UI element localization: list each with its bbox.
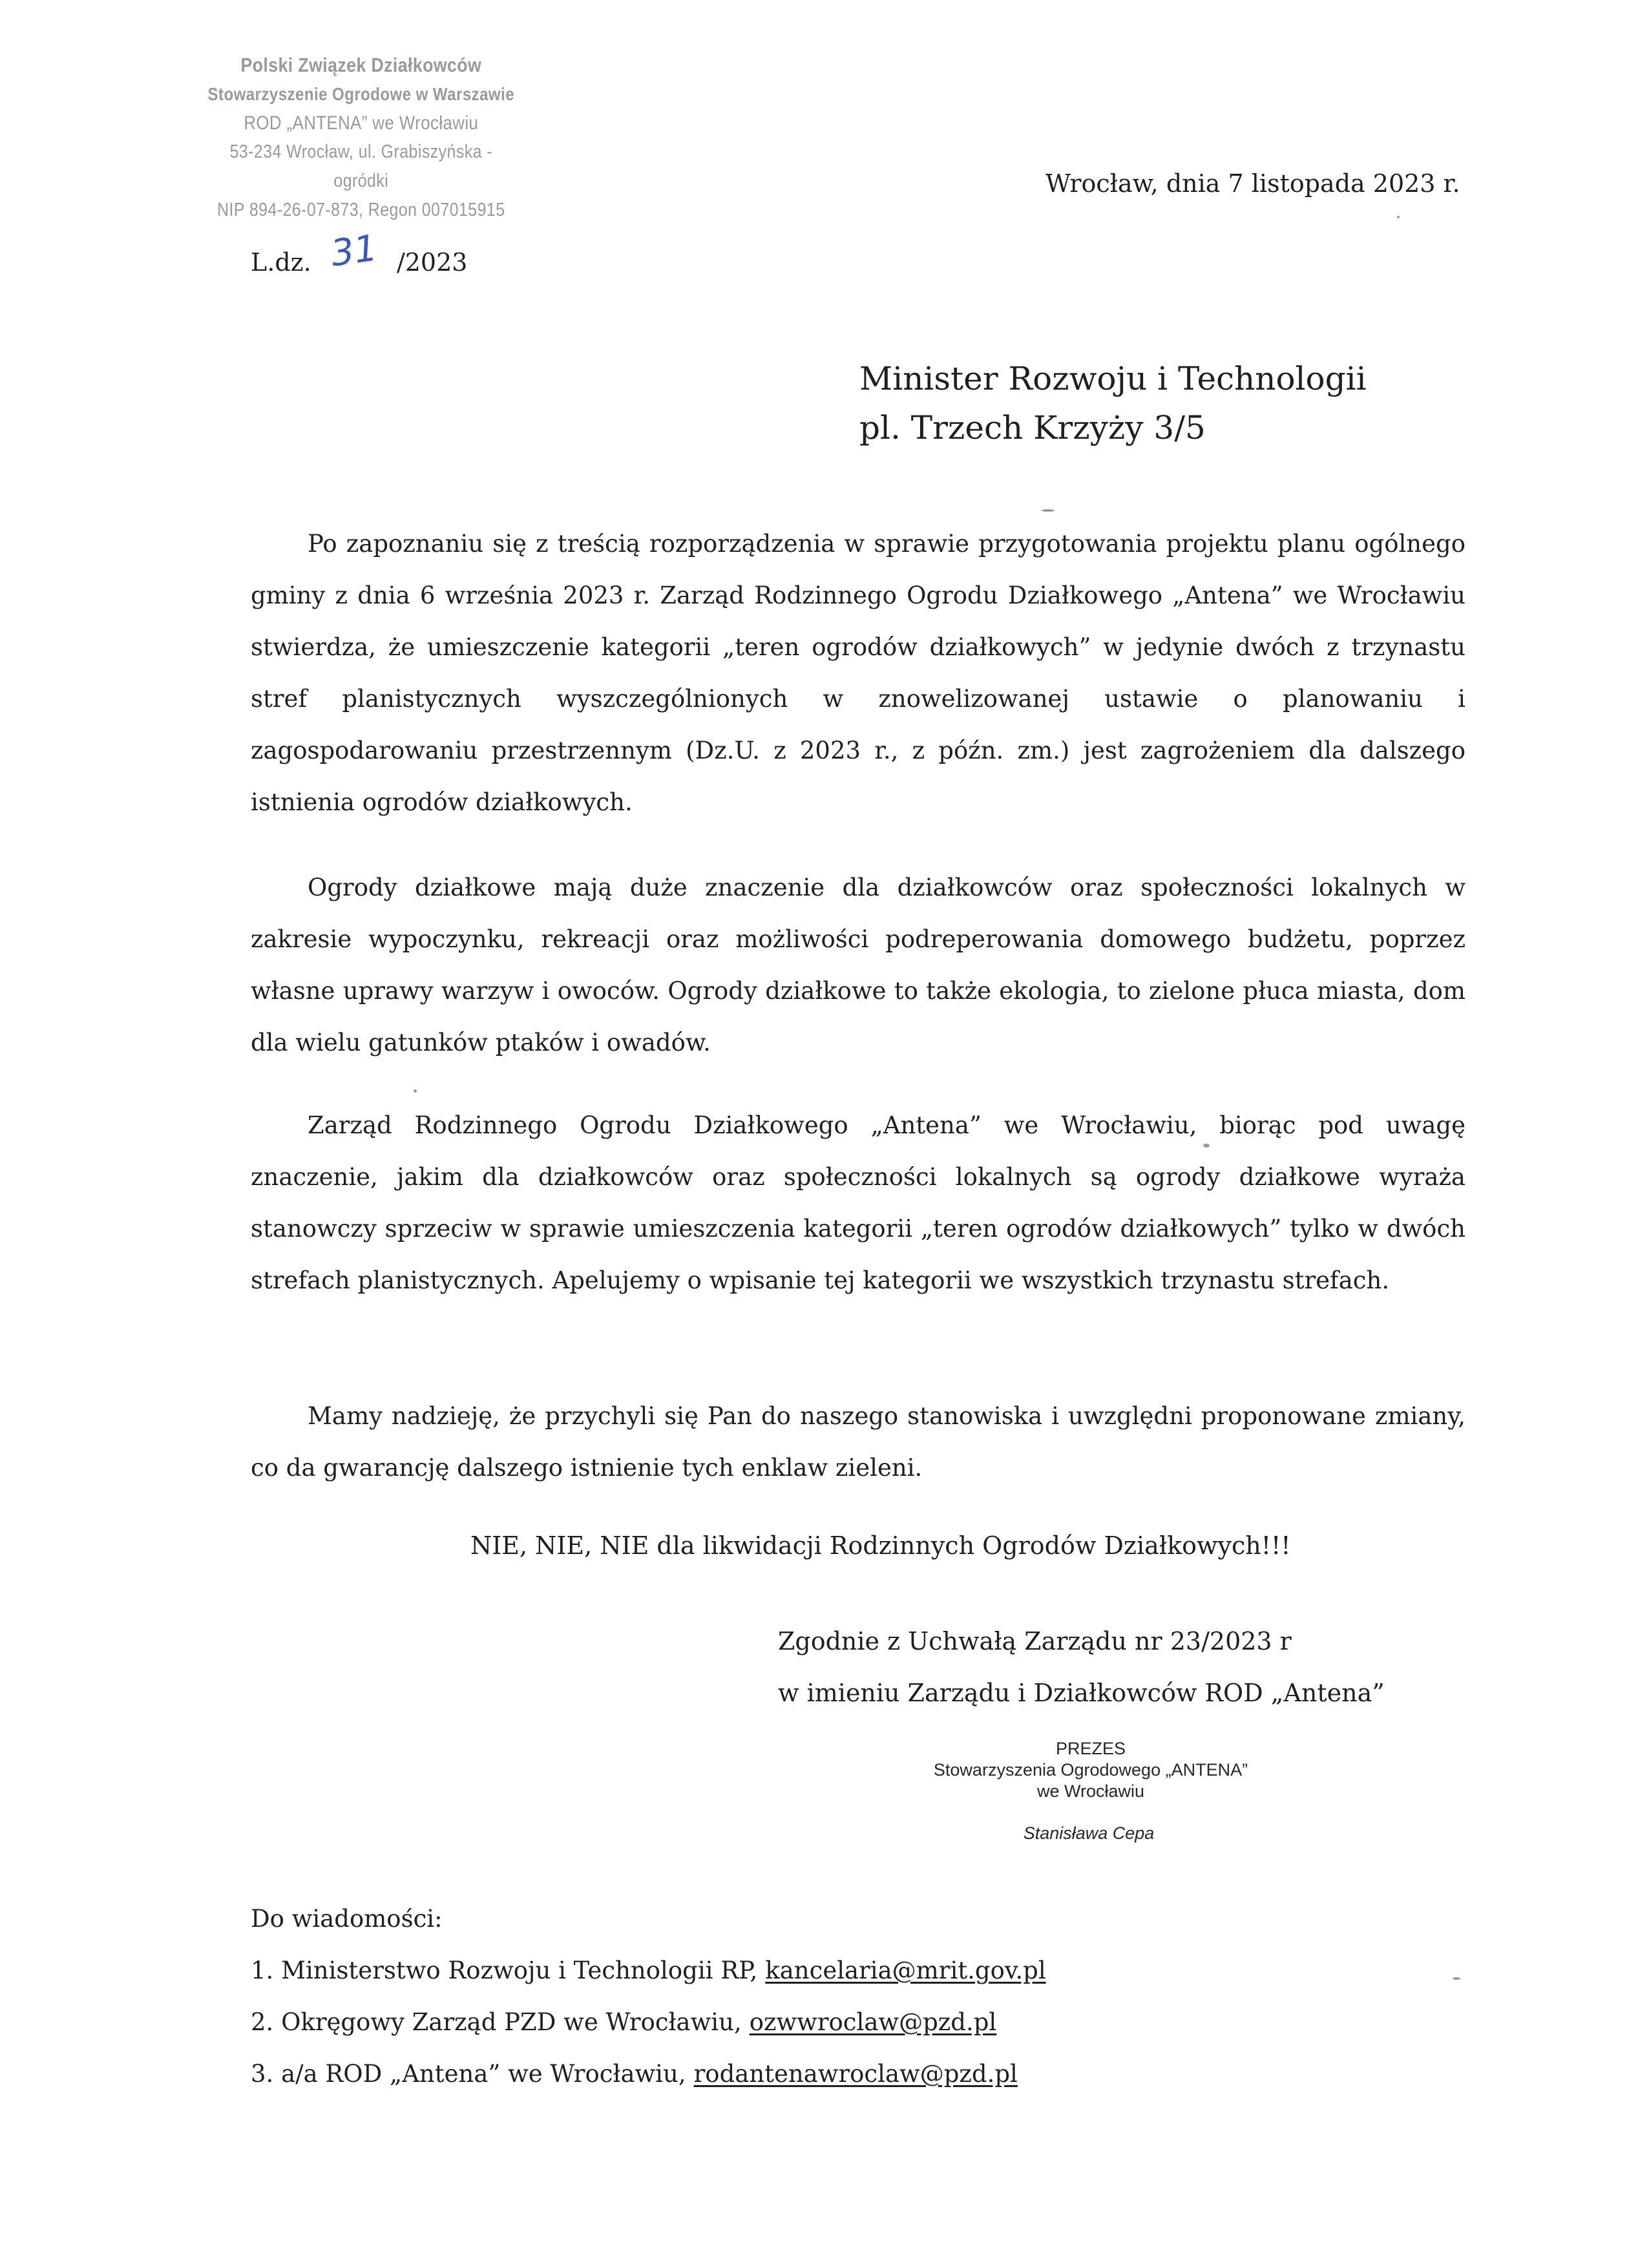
distribution-heading: Do wiadomości: xyxy=(251,1905,443,1933)
reference-handwritten-number: 31 xyxy=(328,227,380,275)
resolution-line-1: Zgodnie z Uchwałą Zarządu nr 23/2023 r xyxy=(778,1627,1292,1655)
paragraph-3: Zarząd Rodzinnego Ogrodu Działkowego „Antena” we Wrocławiu, biorąc pod uwagę znaczenie, jakim dla działkowców oraz społeczności lokalnych są ogrody działkowe wyraża stanowczy sprzeciw w sprawie umieszczenia kategorii „teren ogrodów działkowych” tylko w dwóch strefach planistycznych. Apelujemy o wpisanie tej kategorii we wszystkich trzynastu strefach. xyxy=(251,1111,1465,1294)
distribution-item xyxy=(251,1945,1046,1997)
paragraph-1: Po zapoznaniu się z treścią rozporządzenia w sprawie przygotowania projektu planu ogólnego gminy z dnia 6 września 2023 r. Zarząd Rodzinnego Ogrodu Działkowego „Antena” we Wrocławiu stwierdza, że umieszczenie kategorii „teren ogrodów działkowych” w jedynie dwóch z trzynastu stref planistycznych wyszczególnionych w znowelizowanej ustawie o planowaniu i zagospodarowaniu przestrzennym (Dz.U. z 2023 r., z późn. zm.) jest zagrożeniem dla dalszego istnienia ogrodów działkowych. xyxy=(251,530,1465,816)
scan-speck xyxy=(1397,216,1400,218)
stamp-line-association: Stowarzyszenie Ogrodowe w Warszawie xyxy=(207,84,515,104)
organization-stamp xyxy=(205,50,517,225)
email-link[interactable]: ozwwroclaw@pzd.pl xyxy=(749,2008,997,2036)
reference-suffix: /2023 xyxy=(396,248,468,277)
signature-name: Stanisława Cepa xyxy=(1023,1823,1155,1843)
stamp-line-address: 53-234 Wrocław, ul. Grabiszyńska - ogródki xyxy=(229,142,493,191)
reference-number xyxy=(251,227,468,280)
signature-title: PREZES xyxy=(1055,1739,1126,1758)
signature-organization: Stowarzyszenia Ogrodowego „ANTENA” xyxy=(933,1760,1248,1780)
recipient-block xyxy=(859,354,1367,452)
place-and-date: Wrocław, dnia 7 listopada 2023 r. xyxy=(1045,169,1460,198)
stamp-line-union: Polski Związek Działkowców xyxy=(240,54,482,76)
slogan: NIE, NIE, NIE dla likwidacji Rodzinnych Ogrodów Działkowych!!! xyxy=(470,1531,1291,1560)
email-link[interactable]: kancelaria@mrit.gov.pl xyxy=(765,1957,1046,1984)
scan-speck xyxy=(1453,1977,1460,1980)
paragraph-2: Ogrody działkowe mają duże znaczenie dla działkowców oraz społeczności lokalnych w zakresie wypoczynku, rekreacji oraz możliwości podreperowania domowego budżetu, poprzez własne uprawy warzyw i owoców. Ogrody działkowe to także ekologia, to zielone płuca miasta, dom dla wielu gatunków ptaków i owadów. xyxy=(251,874,1465,1056)
resolution-line-2: w imieniu Zarządu i Działkowców ROD „Antena” xyxy=(778,1679,1385,1707)
scan-speck xyxy=(1203,1144,1210,1148)
stamp-line-rod: ROD „ANTENA” we Wrocławiu xyxy=(244,112,479,134)
stamp-line-registration: NIP 894-26-07-873, Regon 007015915 xyxy=(217,200,505,220)
recipient-address: pl. Trzech Krzyży 3/5 xyxy=(859,409,1206,446)
scan-speck xyxy=(414,1089,417,1093)
distribution-item-label: 3. a/a ROD „Antena” we Wrocławiu, xyxy=(251,2060,686,2088)
distribution-item-label: 2. Okręgowy Zarząd PZD we Wrocławiu, xyxy=(251,2008,742,2036)
distribution-item xyxy=(251,2048,1046,2100)
reference-prefix: L.dz. xyxy=(251,248,311,277)
email-link[interactable]: rodantenawroclaw@pzd.pl xyxy=(693,2060,1018,2088)
distribution-item-label: 1. Ministerstwo Rozwoju i Technologii RP, xyxy=(251,1957,758,1984)
paragraph-4: Mamy nadzieję, że przychyli się Pan do naszego stanowiska i uwzględni proponowane zmiany, co da gwarancję dalszego istnienie tych enklaw zieleni. xyxy=(251,1402,1465,1482)
recipient-name: Minister Rozwoju i Technologii xyxy=(859,360,1367,397)
signature-stamp xyxy=(884,1738,1297,1802)
distribution-list xyxy=(251,1893,1046,2100)
scan-speck xyxy=(1042,509,1055,512)
resolution-block xyxy=(778,1615,1385,1719)
distribution-item xyxy=(251,1997,1046,2048)
signature-city: we Wrocławiu xyxy=(1036,1781,1145,1801)
